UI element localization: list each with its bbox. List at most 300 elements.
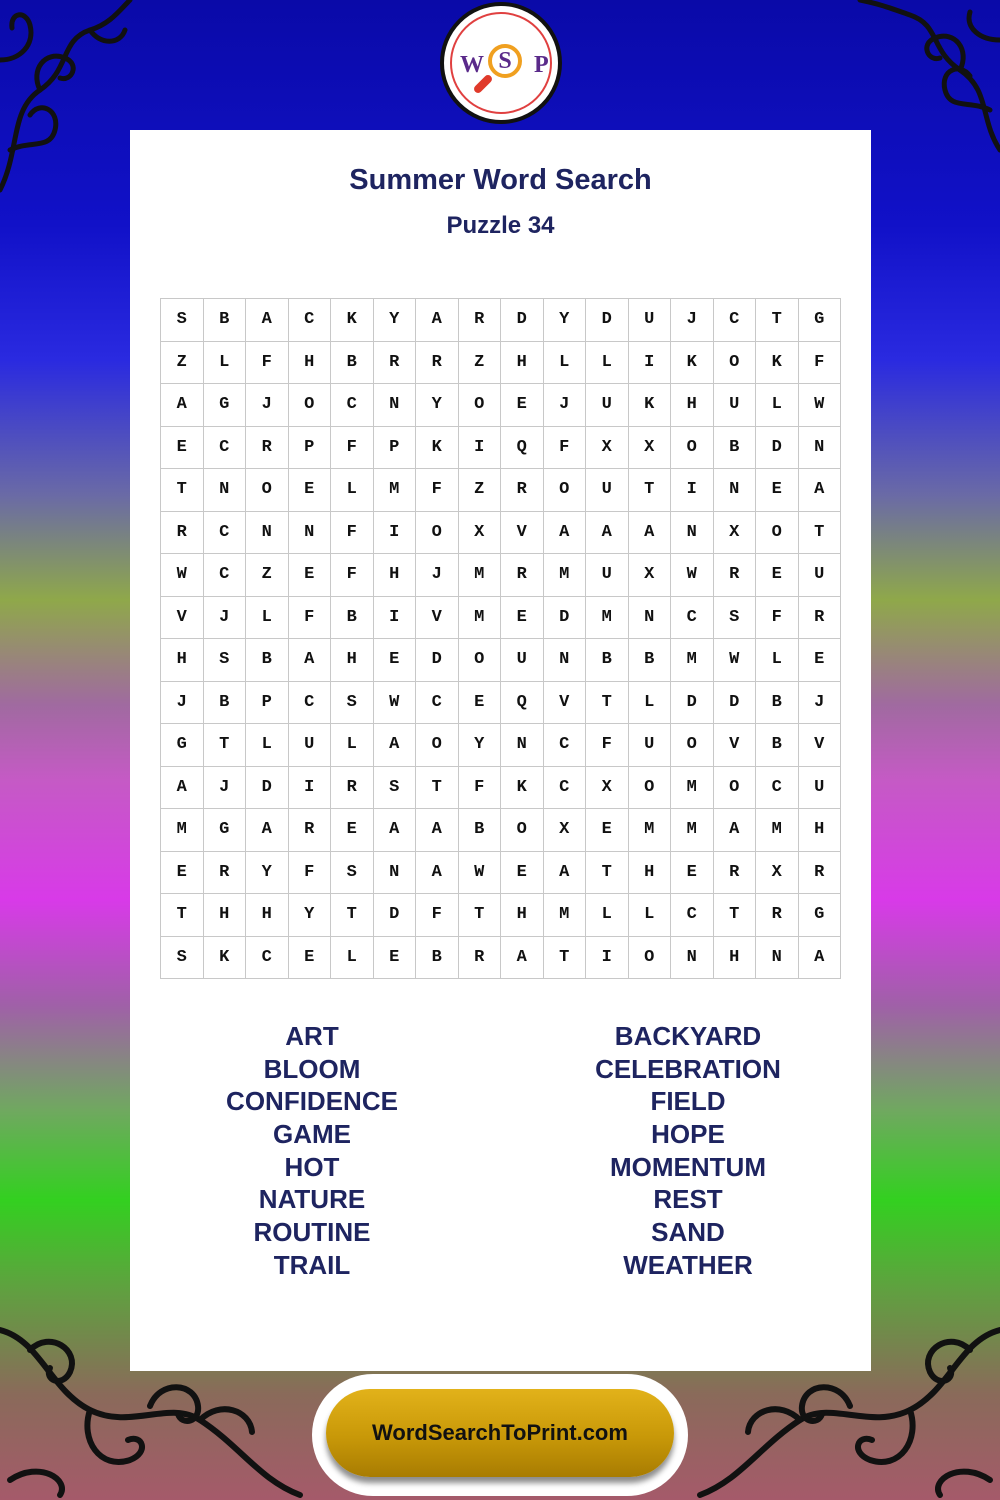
grid-cell[interactable]: B <box>458 809 501 852</box>
grid-cell[interactable]: F <box>543 426 586 469</box>
grid-cell[interactable]: R <box>331 766 374 809</box>
grid-cell[interactable]: U <box>798 554 841 597</box>
grid-cell[interactable]: V <box>161 596 204 639</box>
grid-cell[interactable]: S <box>331 681 374 724</box>
grid-cell[interactable]: P <box>288 426 331 469</box>
grid-cell[interactable]: F <box>416 894 459 937</box>
letter-grid <box>160 298 841 979</box>
grid-cell[interactable]: Y <box>416 384 459 427</box>
grid-cell[interactable]: E <box>161 851 204 894</box>
grid-cell[interactable]: I <box>628 341 671 384</box>
grid-row <box>161 426 841 469</box>
grid-cell[interactable]: I <box>671 469 714 512</box>
grid-cell[interactable]: L <box>331 469 374 512</box>
grid-cell[interactable]: P <box>246 681 289 724</box>
grid-cell[interactable]: U <box>628 299 671 342</box>
grid-cell[interactable]: S <box>161 936 204 979</box>
grid-cell[interactable]: O <box>671 724 714 767</box>
grid-cell[interactable]: M <box>458 596 501 639</box>
grid-row <box>161 894 841 937</box>
grid-cell[interactable]: D <box>713 681 756 724</box>
grid-cell[interactable]: W <box>373 681 416 724</box>
grid-cell[interactable]: J <box>161 681 204 724</box>
grid-cell[interactable]: D <box>246 766 289 809</box>
grid-cell[interactable]: C <box>331 384 374 427</box>
word-list-item: GAME <box>273 1119 351 1150</box>
grid-cell[interactable]: L <box>331 936 374 979</box>
grid-cell[interactable]: M <box>161 809 204 852</box>
grid-cell[interactable]: D <box>543 596 586 639</box>
grid-cell[interactable]: O <box>501 809 544 852</box>
grid-cell[interactable]: L <box>543 341 586 384</box>
grid-cell[interactable]: Y <box>288 894 331 937</box>
grid-cell[interactable]: F <box>756 596 799 639</box>
grid-cell[interactable]: G <box>203 384 246 427</box>
grid-cell[interactable]: F <box>288 851 331 894</box>
grid-row <box>161 299 841 342</box>
grid-cell[interactable]: G <box>203 809 246 852</box>
word-list-item: NATURE <box>258 1184 366 1215</box>
grid-cell[interactable]: C <box>288 299 331 342</box>
grid-cell[interactable]: F <box>288 596 331 639</box>
grid-cell[interactable]: S <box>713 596 756 639</box>
grid-cell[interactable]: A <box>501 936 544 979</box>
grid-cell[interactable]: U <box>798 766 841 809</box>
grid-cell[interactable]: H <box>798 809 841 852</box>
grid-cell[interactable]: S <box>331 851 374 894</box>
grid-cell[interactable]: O <box>713 341 756 384</box>
grid-cell[interactable]: F <box>416 469 459 512</box>
grid-cell[interactable]: E <box>501 851 544 894</box>
grid-cell[interactable]: Y <box>458 724 501 767</box>
grid-cell[interactable]: X <box>586 426 629 469</box>
grid-cell[interactable]: B <box>203 299 246 342</box>
word-list-item: HOPE <box>651 1119 725 1150</box>
grid-cell[interactable]: A <box>416 809 459 852</box>
grid-cell[interactable]: D <box>501 299 544 342</box>
word-list-item: REST <box>653 1184 723 1215</box>
grid-cell[interactable]: K <box>501 766 544 809</box>
grid-cell[interactable]: F <box>331 511 374 554</box>
grid-cell[interactable]: S <box>373 766 416 809</box>
word-list-item: WEATHER <box>623 1249 753 1280</box>
site-logo[interactable] <box>440 2 562 124</box>
grid-cell[interactable]: U <box>586 384 629 427</box>
grid-cell[interactable]: A <box>543 511 586 554</box>
grid-cell[interactable]: E <box>671 851 714 894</box>
grid-cell[interactable]: W <box>161 554 204 597</box>
grid-cell[interactable]: X <box>713 511 756 554</box>
grid-row <box>161 936 841 979</box>
grid-cell[interactable]: T <box>713 894 756 937</box>
grid-cell[interactable]: L <box>756 384 799 427</box>
grid-cell[interactable]: G <box>798 299 841 342</box>
grid-cell[interactable]: E <box>288 554 331 597</box>
grid-cell[interactable]: L <box>628 681 671 724</box>
grid-cell[interactable]: X <box>586 766 629 809</box>
grid-cell[interactable]: D <box>586 299 629 342</box>
grid-cell[interactable]: O <box>671 426 714 469</box>
grid-cell[interactable]: T <box>756 299 799 342</box>
grid-cell[interactable]: K <box>671 341 714 384</box>
grid-cell[interactable]: H <box>246 894 289 937</box>
grid-cell[interactable]: D <box>756 426 799 469</box>
grid-cell[interactable]: R <box>373 341 416 384</box>
grid-cell[interactable]: Z <box>246 554 289 597</box>
grid-cell[interactable]: G <box>798 894 841 937</box>
grid-cell[interactable]: K <box>628 384 671 427</box>
grid-cell[interactable]: V <box>416 596 459 639</box>
grid-cell[interactable]: U <box>501 639 544 682</box>
grid-cell[interactable]: Q <box>501 426 544 469</box>
grid-cell[interactable]: L <box>203 341 246 384</box>
grid-cell[interactable]: A <box>543 851 586 894</box>
grid-cell[interactable]: A <box>416 299 459 342</box>
grid-row <box>161 681 841 724</box>
grid-cell[interactable]: F <box>246 341 289 384</box>
grid-cell[interactable]: E <box>288 936 331 979</box>
grid-cell[interactable]: Y <box>543 299 586 342</box>
grid-cell[interactable]: A <box>161 766 204 809</box>
grid-cell[interactable]: M <box>543 894 586 937</box>
grid-cell[interactable]: A <box>246 809 289 852</box>
grid-cell[interactable]: M <box>586 596 629 639</box>
grid-cell[interactable]: N <box>288 511 331 554</box>
grid-cell[interactable]: M <box>671 809 714 852</box>
grid-cell[interactable]: C <box>671 894 714 937</box>
grid-row <box>161 596 841 639</box>
grid-cell[interactable]: B <box>713 426 756 469</box>
grid-cell[interactable]: R <box>203 851 246 894</box>
grid-cell[interactable]: M <box>671 639 714 682</box>
grid-cell[interactable]: J <box>246 384 289 427</box>
grid-cell[interactable]: E <box>501 384 544 427</box>
grid-cell[interactable]: W <box>713 639 756 682</box>
grid-cell[interactable]: O <box>543 469 586 512</box>
grid-cell[interactable]: W <box>671 554 714 597</box>
grid-cell[interactable]: T <box>161 469 204 512</box>
grid-cell[interactable]: R <box>161 511 204 554</box>
grid-cell[interactable]: O <box>416 724 459 767</box>
grid-cell[interactable]: E <box>458 681 501 724</box>
grid-cell[interactable]: R <box>756 894 799 937</box>
grid-cell[interactable]: J <box>543 384 586 427</box>
grid-cell[interactable]: E <box>161 426 204 469</box>
grid-cell[interactable]: C <box>288 681 331 724</box>
word-list-item: ART <box>285 1021 339 1051</box>
grid-cell[interactable]: T <box>458 894 501 937</box>
grid-cell[interactable]: O <box>458 384 501 427</box>
grid-cell[interactable]: E <box>586 809 629 852</box>
grid-cell[interactable]: E <box>501 596 544 639</box>
grid-cell[interactable]: R <box>798 851 841 894</box>
grid-cell[interactable]: L <box>246 596 289 639</box>
grid-cell[interactable]: H <box>671 384 714 427</box>
grid-cell[interactable]: K <box>203 936 246 979</box>
grid-cell[interactable]: I <box>586 936 629 979</box>
grid-row <box>161 809 841 852</box>
grid-cell[interactable]: J <box>671 299 714 342</box>
grid-cell[interactable]: F <box>331 554 374 597</box>
word-list-item: BLOOM <box>263 1053 361 1084</box>
word-list-item: SAND <box>651 1217 725 1248</box>
grid-cell[interactable]: A <box>288 639 331 682</box>
grid-cell[interactable]: U <box>713 384 756 427</box>
grid-cell[interactable]: U <box>628 724 671 767</box>
grid-cell[interactable]: R <box>416 341 459 384</box>
grid-cell[interactable]: B <box>756 681 799 724</box>
grid-cell[interactable]: Z <box>161 341 204 384</box>
grid-cell[interactable]: J <box>798 681 841 724</box>
grid-cell[interactable]: T <box>203 724 246 767</box>
logo-letter-p: P <box>534 52 549 78</box>
grid-row <box>161 511 841 554</box>
grid-cell[interactable]: I <box>373 511 416 554</box>
grid-cell[interactable]: C <box>203 554 246 597</box>
grid-cell[interactable]: H <box>288 341 331 384</box>
grid-cell[interactable]: M <box>756 809 799 852</box>
word-list-item: ROUTINE <box>253 1217 371 1248</box>
grid-cell[interactable]: T <box>161 894 204 937</box>
grid-cell[interactable]: I <box>288 766 331 809</box>
grid-row <box>161 639 841 682</box>
site-link-button[interactable]: WordSearchToPrint.com <box>326 1389 674 1477</box>
grid-row <box>161 554 841 597</box>
grid-cell[interactable]: N <box>671 511 714 554</box>
puzzle-card <box>130 130 871 1371</box>
grid-cell[interactable]: U <box>288 724 331 767</box>
grid-cell[interactable]: O <box>628 766 671 809</box>
grid-cell[interactable]: H <box>203 894 246 937</box>
grid-cell[interactable]: C <box>543 724 586 767</box>
grid-cell[interactable]: X <box>756 851 799 894</box>
grid-cell[interactable]: F <box>331 426 374 469</box>
grid-cell[interactable]: D <box>416 639 459 682</box>
grid-cell[interactable]: Y <box>373 299 416 342</box>
grid-cell[interactable]: Z <box>458 469 501 512</box>
grid-cell[interactable]: B <box>416 936 459 979</box>
grid-cell[interactable]: A <box>246 299 289 342</box>
grid-cell[interactable]: B <box>756 724 799 767</box>
grid-cell[interactable]: X <box>458 511 501 554</box>
grid-cell[interactable]: C <box>756 766 799 809</box>
grid-cell[interactable]: N <box>756 936 799 979</box>
puzzle-title: Summer Word Search <box>349 164 652 196</box>
grid-cell[interactable]: C <box>203 511 246 554</box>
grid-cell[interactable]: L <box>246 724 289 767</box>
grid-cell[interactable]: V <box>501 511 544 554</box>
grid-cell[interactable]: E <box>373 639 416 682</box>
word-list-left <box>162 1020 462 1282</box>
grid-cell[interactable]: O <box>288 384 331 427</box>
grid-cell[interactable]: S <box>161 299 204 342</box>
grid-cell[interactable]: N <box>203 469 246 512</box>
grid-cell[interactable]: L <box>756 639 799 682</box>
grid-cell[interactable]: D <box>671 681 714 724</box>
grid-cell[interactable]: R <box>713 851 756 894</box>
grid-cell[interactable]: C <box>671 596 714 639</box>
grid-cell[interactable]: B <box>331 596 374 639</box>
grid-cell[interactable]: L <box>586 341 629 384</box>
grid-cell[interactable]: A <box>373 724 416 767</box>
grid-cell[interactable]: V <box>798 724 841 767</box>
grid-cell[interactable]: R <box>288 809 331 852</box>
grid-cell[interactable]: E <box>798 639 841 682</box>
grid-cell[interactable]: P <box>373 426 416 469</box>
grid-cell[interactable]: A <box>586 511 629 554</box>
grid-cell[interactable]: O <box>713 766 756 809</box>
grid-cell[interactable]: R <box>501 469 544 512</box>
grid-row <box>161 851 841 894</box>
grid-cell[interactable]: X <box>628 426 671 469</box>
grid-cell[interactable]: F <box>586 724 629 767</box>
grid-cell[interactable]: N <box>373 851 416 894</box>
grid-cell[interactable]: L <box>628 894 671 937</box>
grid-cell[interactable]: X <box>543 809 586 852</box>
grid-cell[interactable]: F <box>798 341 841 384</box>
grid-cell[interactable]: H <box>628 851 671 894</box>
grid-cell[interactable]: V <box>543 681 586 724</box>
grid-cell[interactable]: N <box>671 936 714 979</box>
puzzle-number: Puzzle 34 <box>446 212 555 239</box>
grid-cell[interactable]: E <box>288 469 331 512</box>
grid-cell[interactable]: R <box>458 936 501 979</box>
grid-cell[interactable]: R <box>458 299 501 342</box>
grid-row <box>161 724 841 767</box>
grid-cell[interactable]: L <box>586 894 629 937</box>
grid-cell[interactable]: N <box>798 426 841 469</box>
grid-cell[interactable]: O <box>756 511 799 554</box>
grid-cell[interactable]: A <box>416 851 459 894</box>
grid-cell[interactable]: O <box>246 469 289 512</box>
grid-cell[interactable]: E <box>331 809 374 852</box>
grid-cell[interactable]: H <box>373 554 416 597</box>
logo-letter-s: S <box>498 48 512 74</box>
grid-cell[interactable]: H <box>501 894 544 937</box>
grid-cell[interactable]: A <box>798 469 841 512</box>
grid-cell[interactable]: A <box>713 809 756 852</box>
grid-cell[interactable]: M <box>543 554 586 597</box>
grid-cell[interactable]: H <box>161 639 204 682</box>
grid-cell[interactable]: F <box>458 766 501 809</box>
grid-cell[interactable]: S <box>203 639 246 682</box>
grid-cell[interactable]: A <box>798 936 841 979</box>
grid-cell[interactable]: N <box>501 724 544 767</box>
grid-cell[interactable]: A <box>373 809 416 852</box>
grid-cell[interactable]: C <box>203 426 246 469</box>
grid-cell[interactable]: J <box>416 554 459 597</box>
grid-cell[interactable]: M <box>628 809 671 852</box>
grid-cell[interactable]: U <box>586 554 629 597</box>
grid-cell[interactable]: A <box>628 511 671 554</box>
grid-cell[interactable]: T <box>798 511 841 554</box>
grid-cell[interactable]: C <box>416 681 459 724</box>
grid-cell[interactable]: R <box>246 426 289 469</box>
grid-cell[interactable]: R <box>501 554 544 597</box>
word-list-right <box>538 1020 838 1282</box>
grid-cell[interactable]: W <box>798 384 841 427</box>
grid-row <box>161 469 841 512</box>
grid-cell[interactable]: B <box>203 681 246 724</box>
grid-cell[interactable]: U <box>586 469 629 512</box>
grid-cell[interactable]: M <box>671 766 714 809</box>
grid-cell[interactable]: K <box>756 341 799 384</box>
grid-cell[interactable]: K <box>416 426 459 469</box>
grid-cell[interactable]: B <box>586 639 629 682</box>
grid-cell[interactable]: E <box>756 469 799 512</box>
grid-cell[interactable]: N <box>373 384 416 427</box>
word-list-item: BACKYARD <box>614 1021 762 1051</box>
grid-cell[interactable]: B <box>246 639 289 682</box>
grid-cell[interactable]: N <box>628 596 671 639</box>
grid-cell[interactable]: H <box>331 639 374 682</box>
grid-cell[interactable]: J <box>203 766 246 809</box>
grid-cell[interactable]: Z <box>458 341 501 384</box>
grid-cell[interactable]: O <box>628 936 671 979</box>
grid-cell[interactable]: E <box>756 554 799 597</box>
grid-cell[interactable]: B <box>628 639 671 682</box>
word-list-item: TRAIL <box>273 1249 351 1280</box>
grid-cell[interactable]: B <box>331 341 374 384</box>
word-list-item: HOT <box>284 1151 340 1182</box>
grid-cell[interactable]: X <box>628 554 671 597</box>
grid-cell[interactable]: N <box>713 469 756 512</box>
grid-cell[interactable]: A <box>161 384 204 427</box>
grid-cell[interactable]: H <box>501 341 544 384</box>
logo-letter-w: W <box>460 52 484 78</box>
grid-cell[interactable]: N <box>543 639 586 682</box>
grid-cell[interactable]: D <box>373 894 416 937</box>
grid-cell[interactable]: T <box>331 894 374 937</box>
magnifier-icon <box>488 44 522 78</box>
grid-cell[interactable]: Q <box>501 681 544 724</box>
word-list-item: CELEBRATION <box>595 1053 781 1084</box>
grid-cell[interactable]: R <box>798 596 841 639</box>
grid-cell[interactable]: O <box>416 511 459 554</box>
grid-cell[interactable]: C <box>713 299 756 342</box>
grid-cell[interactable]: T <box>586 851 629 894</box>
grid-cell[interactable]: H <box>713 936 756 979</box>
grid-cell[interactable]: V <box>713 724 756 767</box>
word-list-item: FIELD <box>650 1086 726 1117</box>
grid-cell[interactable]: C <box>246 936 289 979</box>
grid-cell[interactable]: G <box>161 724 204 767</box>
grid-cell[interactable]: E <box>373 936 416 979</box>
grid-cell[interactable]: R <box>713 554 756 597</box>
grid-cell[interactable]: N <box>246 511 289 554</box>
grid-cell[interactable]: I <box>373 596 416 639</box>
grid-cell[interactable]: L <box>331 724 374 767</box>
grid-row <box>161 384 841 427</box>
grid-cell[interactable]: J <box>203 596 246 639</box>
corner-ornament-top-left <box>0 0 150 200</box>
grid-cell[interactable]: I <box>458 426 501 469</box>
grid-cell[interactable]: W <box>458 851 501 894</box>
grid-row <box>161 341 841 384</box>
grid-cell[interactable]: T <box>543 936 586 979</box>
grid-cell[interactable]: K <box>331 299 374 342</box>
grid-cell[interactable]: T <box>628 469 671 512</box>
grid-cell[interactable]: O <box>458 639 501 682</box>
grid-row <box>161 766 841 809</box>
grid-cell[interactable]: M <box>458 554 501 597</box>
grid-cell[interactable]: T <box>416 766 459 809</box>
word-list-item: CONFIDENCE <box>226 1086 398 1117</box>
grid-cell[interactable]: Y <box>246 851 289 894</box>
grid-cell[interactable]: M <box>373 469 416 512</box>
grid-cell[interactable]: C <box>543 766 586 809</box>
grid-cell[interactable]: T <box>586 681 629 724</box>
